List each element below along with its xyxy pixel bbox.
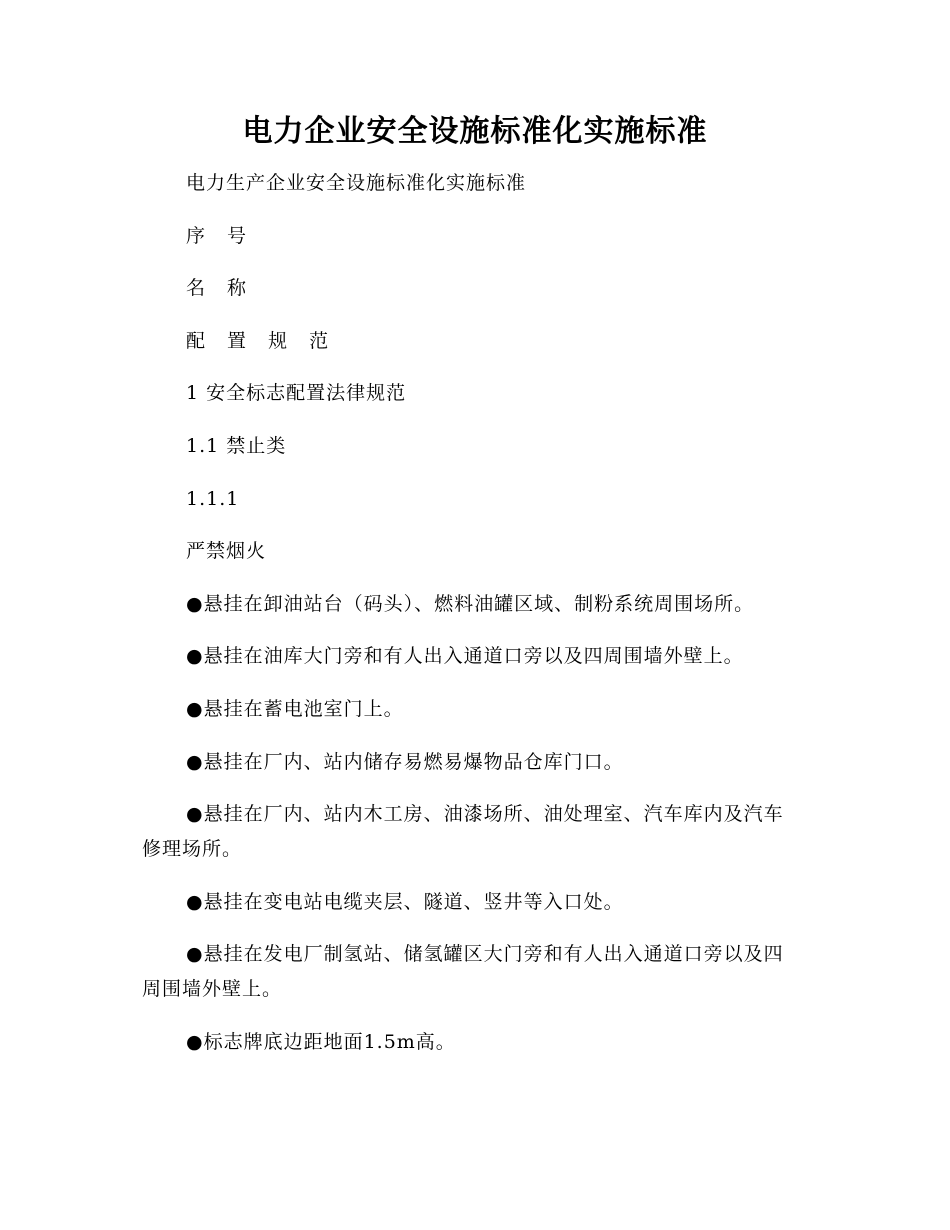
bullet-paragraph: ●悬挂在厂内、站内储存易燃易爆物品仓库门口。 <box>186 750 624 773</box>
section-heading: 1 安全标志配置法律规范 <box>186 382 407 405</box>
table-header-spec: 配 置 规 范 <box>186 329 337 352</box>
bullet-paragraph: ●悬挂在卸油站台（码头）、燃料油罐区域、制粉系统周围场所。 <box>186 592 755 615</box>
item-number: 1.1.1 <box>186 487 240 510</box>
bullet-paragraph: ●悬挂在发电厂制氢站、储氢罐区大门旁和有人出入通道口旁以及四周围墙外壁上。 <box>142 943 784 1001</box>
table-header-serial: 序 号 <box>186 224 255 247</box>
bullet-paragraph: ●悬挂在蓄电池室门上。 <box>186 697 404 720</box>
item-name: 严禁烟火 <box>186 540 267 563</box>
subsection-heading: 1.1 禁止类 <box>186 434 287 457</box>
subtitle-paragraph: 电力生产企业安全设施标准化实施标准 <box>186 172 527 194</box>
table-header-name: 名 称 <box>186 277 255 300</box>
bullet-paragraph: ●悬挂在变电站电缆夹层、隧道、竖井等入口处。 <box>186 890 624 913</box>
bullet-paragraph: ●悬挂在厂内、站内木工房、油漆场所、油处理室、汽车库内及汽车修理场所。 <box>142 803 784 861</box>
bullet-paragraph: ●标志牌底边距地面1.5m高。 <box>186 1030 456 1053</box>
document-body <box>142 166 802 1078</box>
bullet-paragraph: ●悬挂在油库大门旁和有人出入通道口旁以及四周围墙外壁上。 <box>186 645 744 668</box>
document-title: 电力企业安全设施标准化实施标准 <box>242 114 708 149</box>
